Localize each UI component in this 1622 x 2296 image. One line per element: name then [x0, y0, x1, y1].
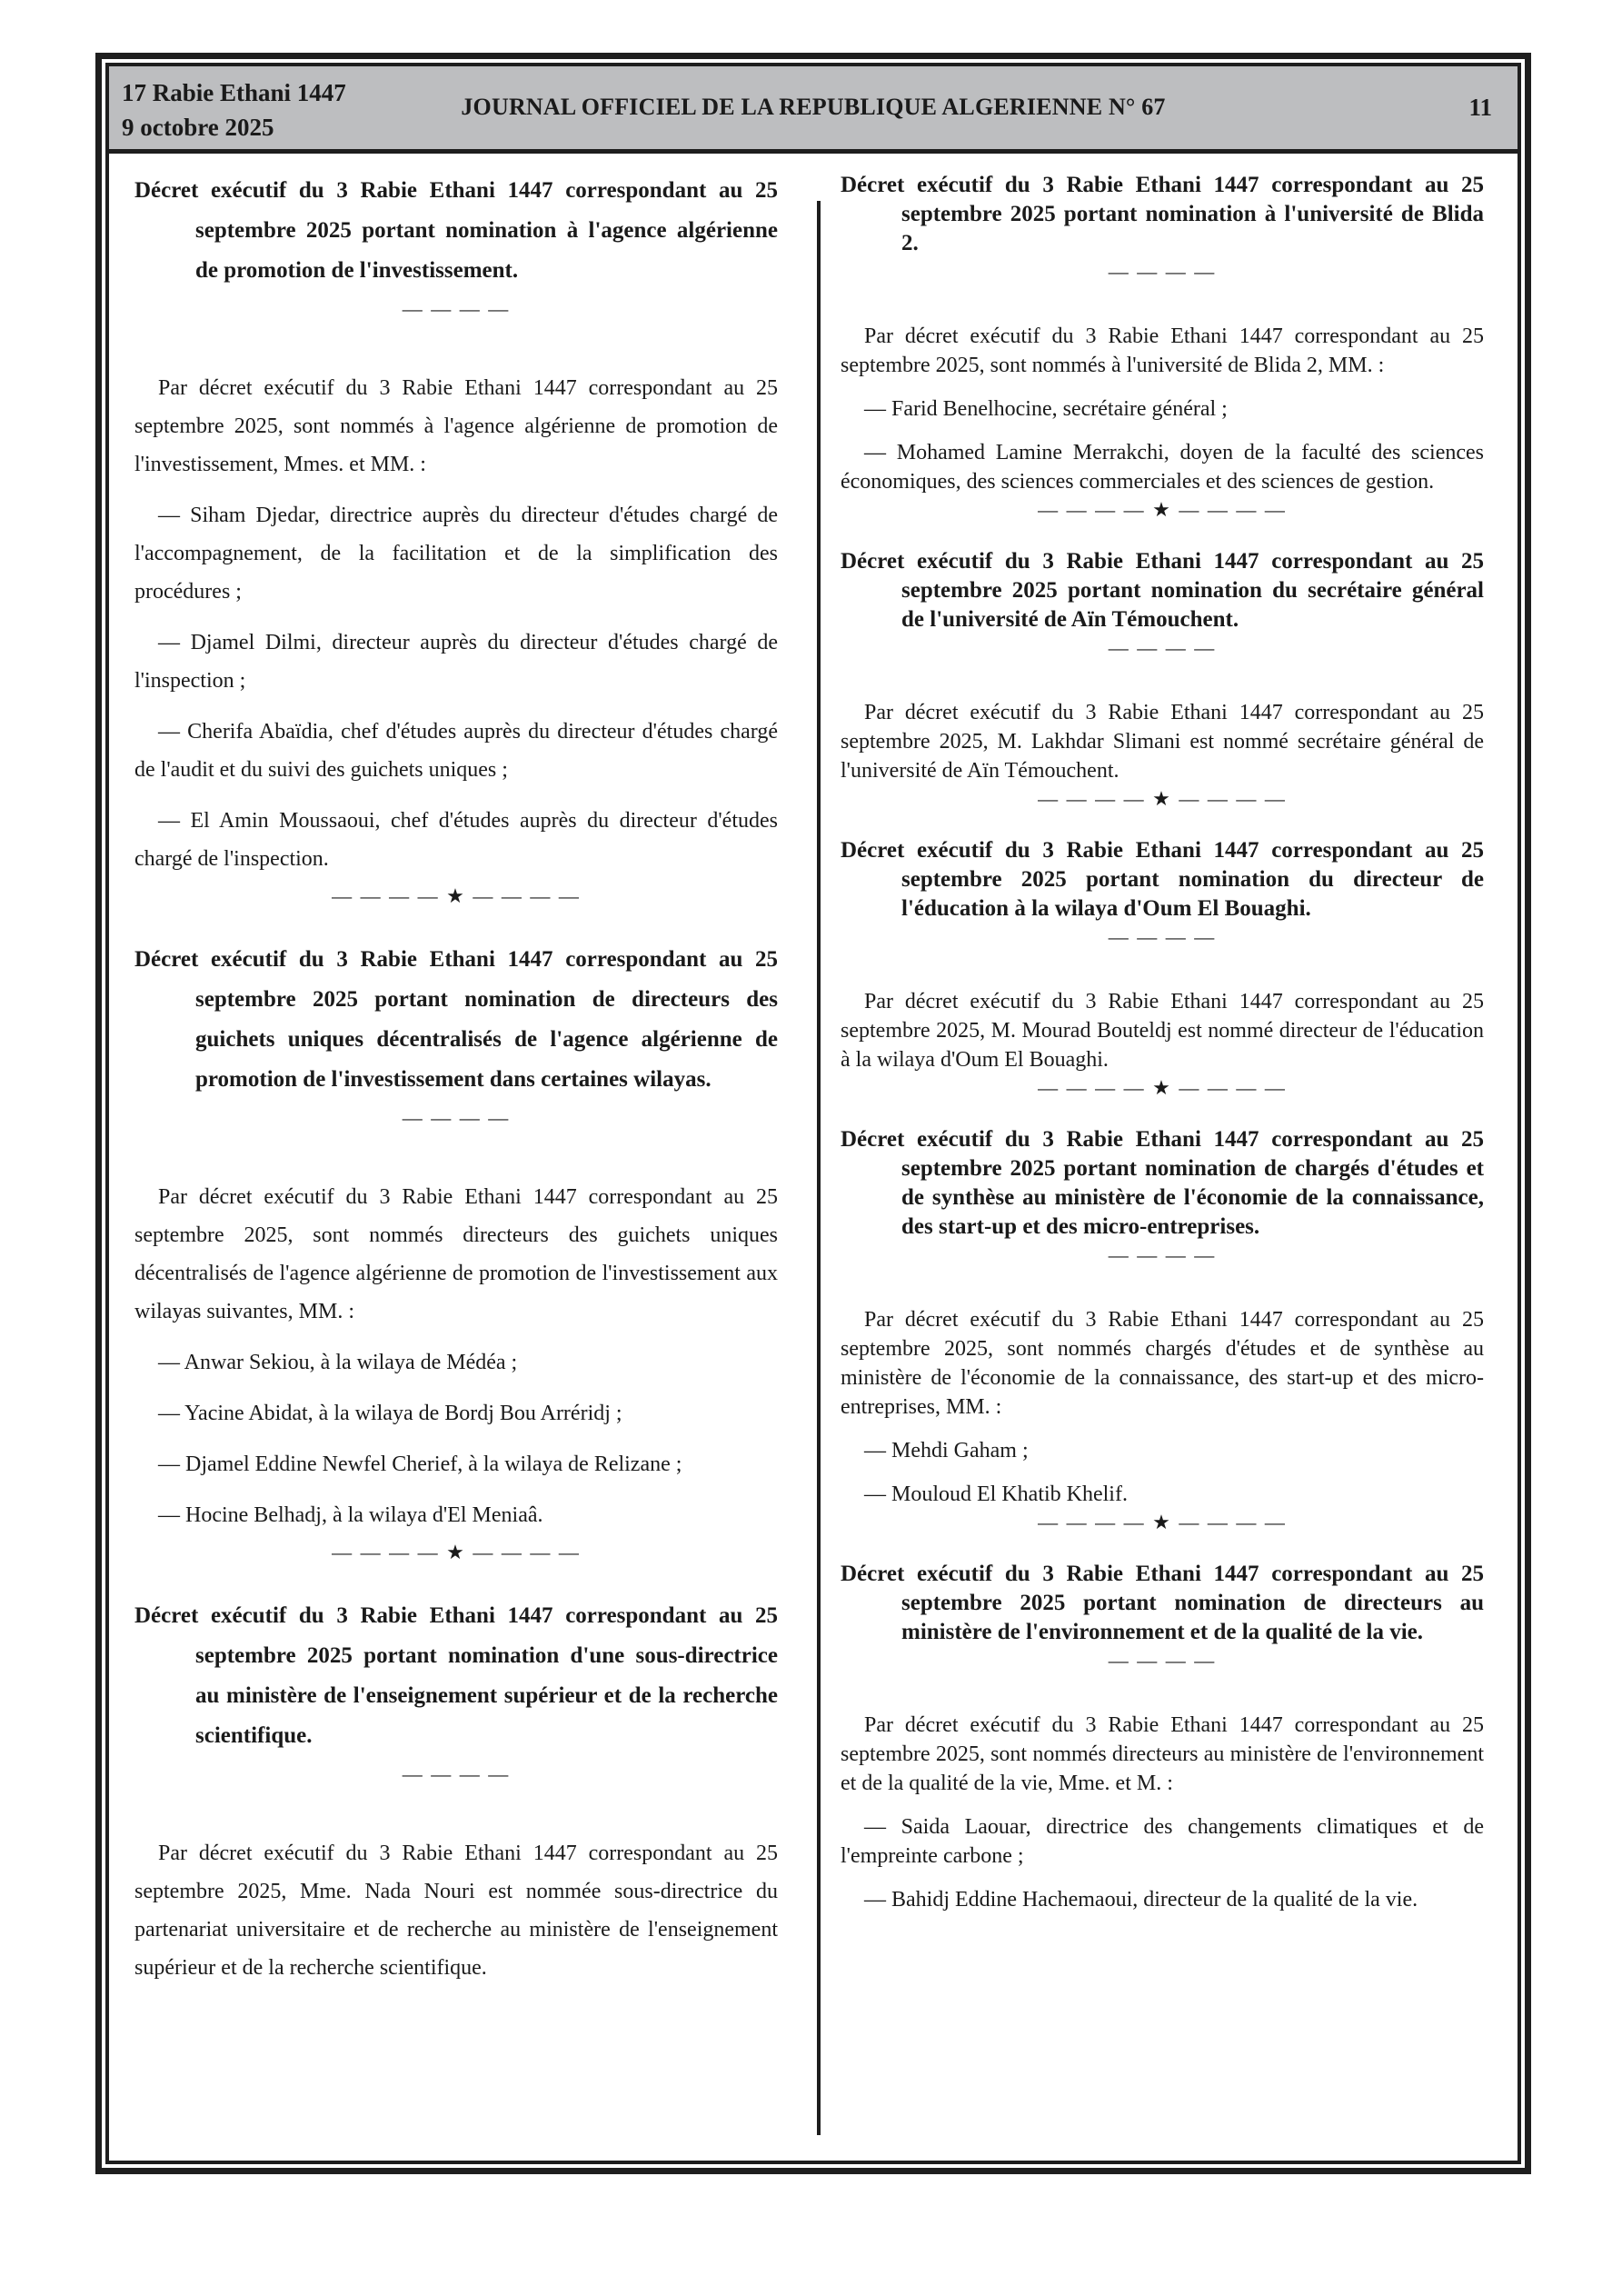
decree-body: Par décret exécutif du 3 Rabie Ethani 1447 correspondant au 25 septembre 2025, sont nommés directeurs des guichets uniques décentralisés de l'agence algérienne de promotion de l'investissement aux wilayas suivantes, MM. :	[134, 1185, 778, 1323]
decree-body: Par décret exécutif du 3 Rabie Ethani 1447 correspondant au 25 septembre 2025, sont nommés à l'université de Blida 2, MM. :	[841, 324, 1484, 377]
decree-body: Par décret exécutif du 3 Rabie Ethani 1447 correspondant au 25 septembre 2025, sont nommés directeurs au ministère de l'environnement et de la qualité de la vie, Mme. et M. :	[841, 1713, 1484, 1795]
decree-body: Par décret exécutif du 3 Rabie Ethani 1447 correspondant au 25 septembre 2025, M. Lakhdar Slimani est nommé secrétaire général de l'université de Aïn Témouchent.	[841, 701, 1484, 783]
decree-title: Décret exécutif du 3 Rabie Ethani 1447 correspondant au 25 septembre 2025 portant nomination de directeurs des guichets uniques décentralisés de l'agence algérienne de promotion de l'investissement dans certaines wilayas.	[134, 947, 778, 1092]
decree-title: Décret exécutif du 3 Rabie Ethani 1447 correspondant au 25 septembre 2025 portant nomination de directeurs au ministère de l'environnement et de la qualité de la vie.	[841, 1562, 1484, 1644]
decree-section	[134, 171, 778, 914]
short-separator: — — — —	[1108, 1243, 1217, 1266]
nominee-item: — Djamel Dilmi, directeur auprès du directeur d'études chargé de l'inspection ;	[134, 631, 778, 693]
star-separator: — — — — ★ — — — —	[1038, 787, 1287, 810]
short-separator: — — — —	[402, 1106, 511, 1129]
short-separator: — — — —	[1108, 925, 1217, 948]
journal-title: JOURNAL OFFICIEL DE LA REPUBLIQUE ALGERIENNE N° 67	[461, 94, 1166, 120]
decree-title: Décret exécutif du 3 Rabie Ethani 1447 correspondant au 25 septembre 2025 portant nomination à l'université de Blida 2.	[841, 173, 1484, 255]
left-column	[134, 171, 778, 2000]
decree-title: Décret exécutif du 3 Rabie Ethani 1447 correspondant au 25 septembre 2025 portant nomination à l'agence algérienne de promotion de l'investissement.	[134, 178, 778, 283]
decree-section	[841, 836, 1484, 1102]
short-separator: — — — —	[1108, 636, 1217, 659]
nominee-item: — Djamel Eddine Newfel Cherief, à la wilaya de Relizane ;	[158, 1452, 682, 1476]
decree-body: Par décret exécutif du 3 Rabie Ethani 1447 correspondant au 25 septembre 2025, M. Mourad Bouteldj est nommé directeur de l'éducation à la wilaya d'Oum El Bouaghi.	[841, 990, 1484, 1072]
right-column	[841, 171, 1484, 1929]
page-inner-border	[105, 63, 1521, 2164]
decree-body: Par décret exécutif du 3 Rabie Ethani 1447 correspondant au 25 septembre 2025, Mme. Nada Nouri est nommée sous-directrice du partenariat universitaire et de recherche au ministère de l'enseignement supérieur et de la recherche scientifique.	[134, 1842, 778, 1980]
decree-section	[841, 1560, 1484, 1914]
short-separator: — — — —	[402, 297, 511, 320]
nominee-item: — Mouloud El Khatib Khelif.	[864, 1482, 1128, 1506]
nominee-item: — Bahidj Eddine Hachemaoui, directeur de la qualité de la vie.	[864, 1888, 1418, 1912]
nominee-item: — Yacine Abidat, à la wilaya de Bordj Bou Arréridj ;	[158, 1402, 622, 1425]
column-divider	[817, 201, 821, 2135]
short-separator: — — — —	[1108, 1649, 1217, 1672]
decree-title: Décret exécutif du 3 Rabie Ethani 1447 correspondant au 25 septembre 2025 portant nomination du directeur de l'éducation à la wilaya d'Oum El Bouaghi.	[841, 838, 1484, 921]
nominee-item: — El Amin Moussaoui, chef d'études auprès du directeur d'études chargé de l'inspection.	[134, 809, 778, 871]
gregorian-date: 9 octobre 2025	[122, 114, 274, 141]
decree-section	[841, 1125, 1484, 1536]
star-separator: — — — — ★ — — — —	[332, 884, 581, 907]
star-separator: — — — — ★ — — — —	[332, 1541, 581, 1563]
nominee-item: — Siham Djedar, directrice auprès du directeur d'études chargé de l'accompagnement, de la facilitation et de la simplification des procédures ;	[134, 504, 778, 604]
decree-section	[134, 1596, 778, 1987]
short-separator: — — — —	[1108, 260, 1217, 283]
star-separator: — — — — ★ — — — —	[1038, 1511, 1287, 1533]
hijri-date: 17 Rabie Ethani 1447	[122, 79, 346, 106]
page-header	[109, 66, 1518, 154]
decree-section	[841, 171, 1484, 524]
star-separator: — — — — ★ — — — —	[1038, 498, 1287, 521]
short-separator: — — — —	[402, 1762, 511, 1785]
nominee-item: — Saida Laouar, directrice des changements climatiques et de l'empreinte carbone ;	[841, 1815, 1484, 1868]
star-separator: — — — — ★ — — — —	[1038, 1076, 1287, 1099]
nominee-item: — Anwar Sekiou, à la wilaya de Médéa ;	[158, 1351, 518, 1374]
nominee-item: — Mehdi Gaham ;	[864, 1439, 1029, 1462]
decree-title: Décret exécutif du 3 Rabie Ethani 1447 correspondant au 25 septembre 2025 portant nomination du secrétaire général de l'université de Aïn Témouchent.	[841, 549, 1484, 632]
decree-section	[841, 547, 1484, 813]
decree-section	[134, 940, 778, 1571]
nominee-item: — Hocine Belhadj, à la wilaya d'El Meniaâ.	[158, 1503, 543, 1527]
decree-body: Par décret exécutif du 3 Rabie Ethani 1447 correspondant au 25 septembre 2025, sont nommés à l'agence algérienne de promotion de l'investissement, Mmes. et MM. :	[134, 376, 778, 476]
decree-body: Par décret exécutif du 3 Rabie Ethani 1447 correspondant au 25 septembre 2025, sont nommés chargés d'études et de synthèse au ministère de l'économie de la connaissance, des start-up et des micro-entreprises, MM. :	[841, 1308, 1484, 1419]
page-number: 11	[1468, 94, 1492, 121]
decree-title: Décret exécutif du 3 Rabie Ethani 1447 correspondant au 25 septembre 2025 portant nomination d'une sous-directrice au ministère de l'enseignement supérieur et de la recherche scientifique.	[134, 1603, 778, 1748]
decree-title: Décret exécutif du 3 Rabie Ethani 1447 correspondant au 25 septembre 2025 portant nomination de chargés d'études et de synthèse au ministère de l'économie de la connaissance, des start-up et des micro-entreprises.	[841, 1127, 1484, 1239]
nominee-item: — Mohamed Lamine Merrakchi, doyen de la faculté des sciences économiques, des sciences commerciales et des sciences de gestion.	[841, 441, 1484, 494]
nominee-item: — Farid Benelhocine, secrétaire général ;	[864, 397, 1228, 421]
nominee-item: — Cherifa Abaïdia, chef d'études auprès du directeur d'études chargé de l'audit et du suivi des guichets uniques ;	[134, 720, 778, 782]
page-outer-border	[95, 53, 1531, 2174]
